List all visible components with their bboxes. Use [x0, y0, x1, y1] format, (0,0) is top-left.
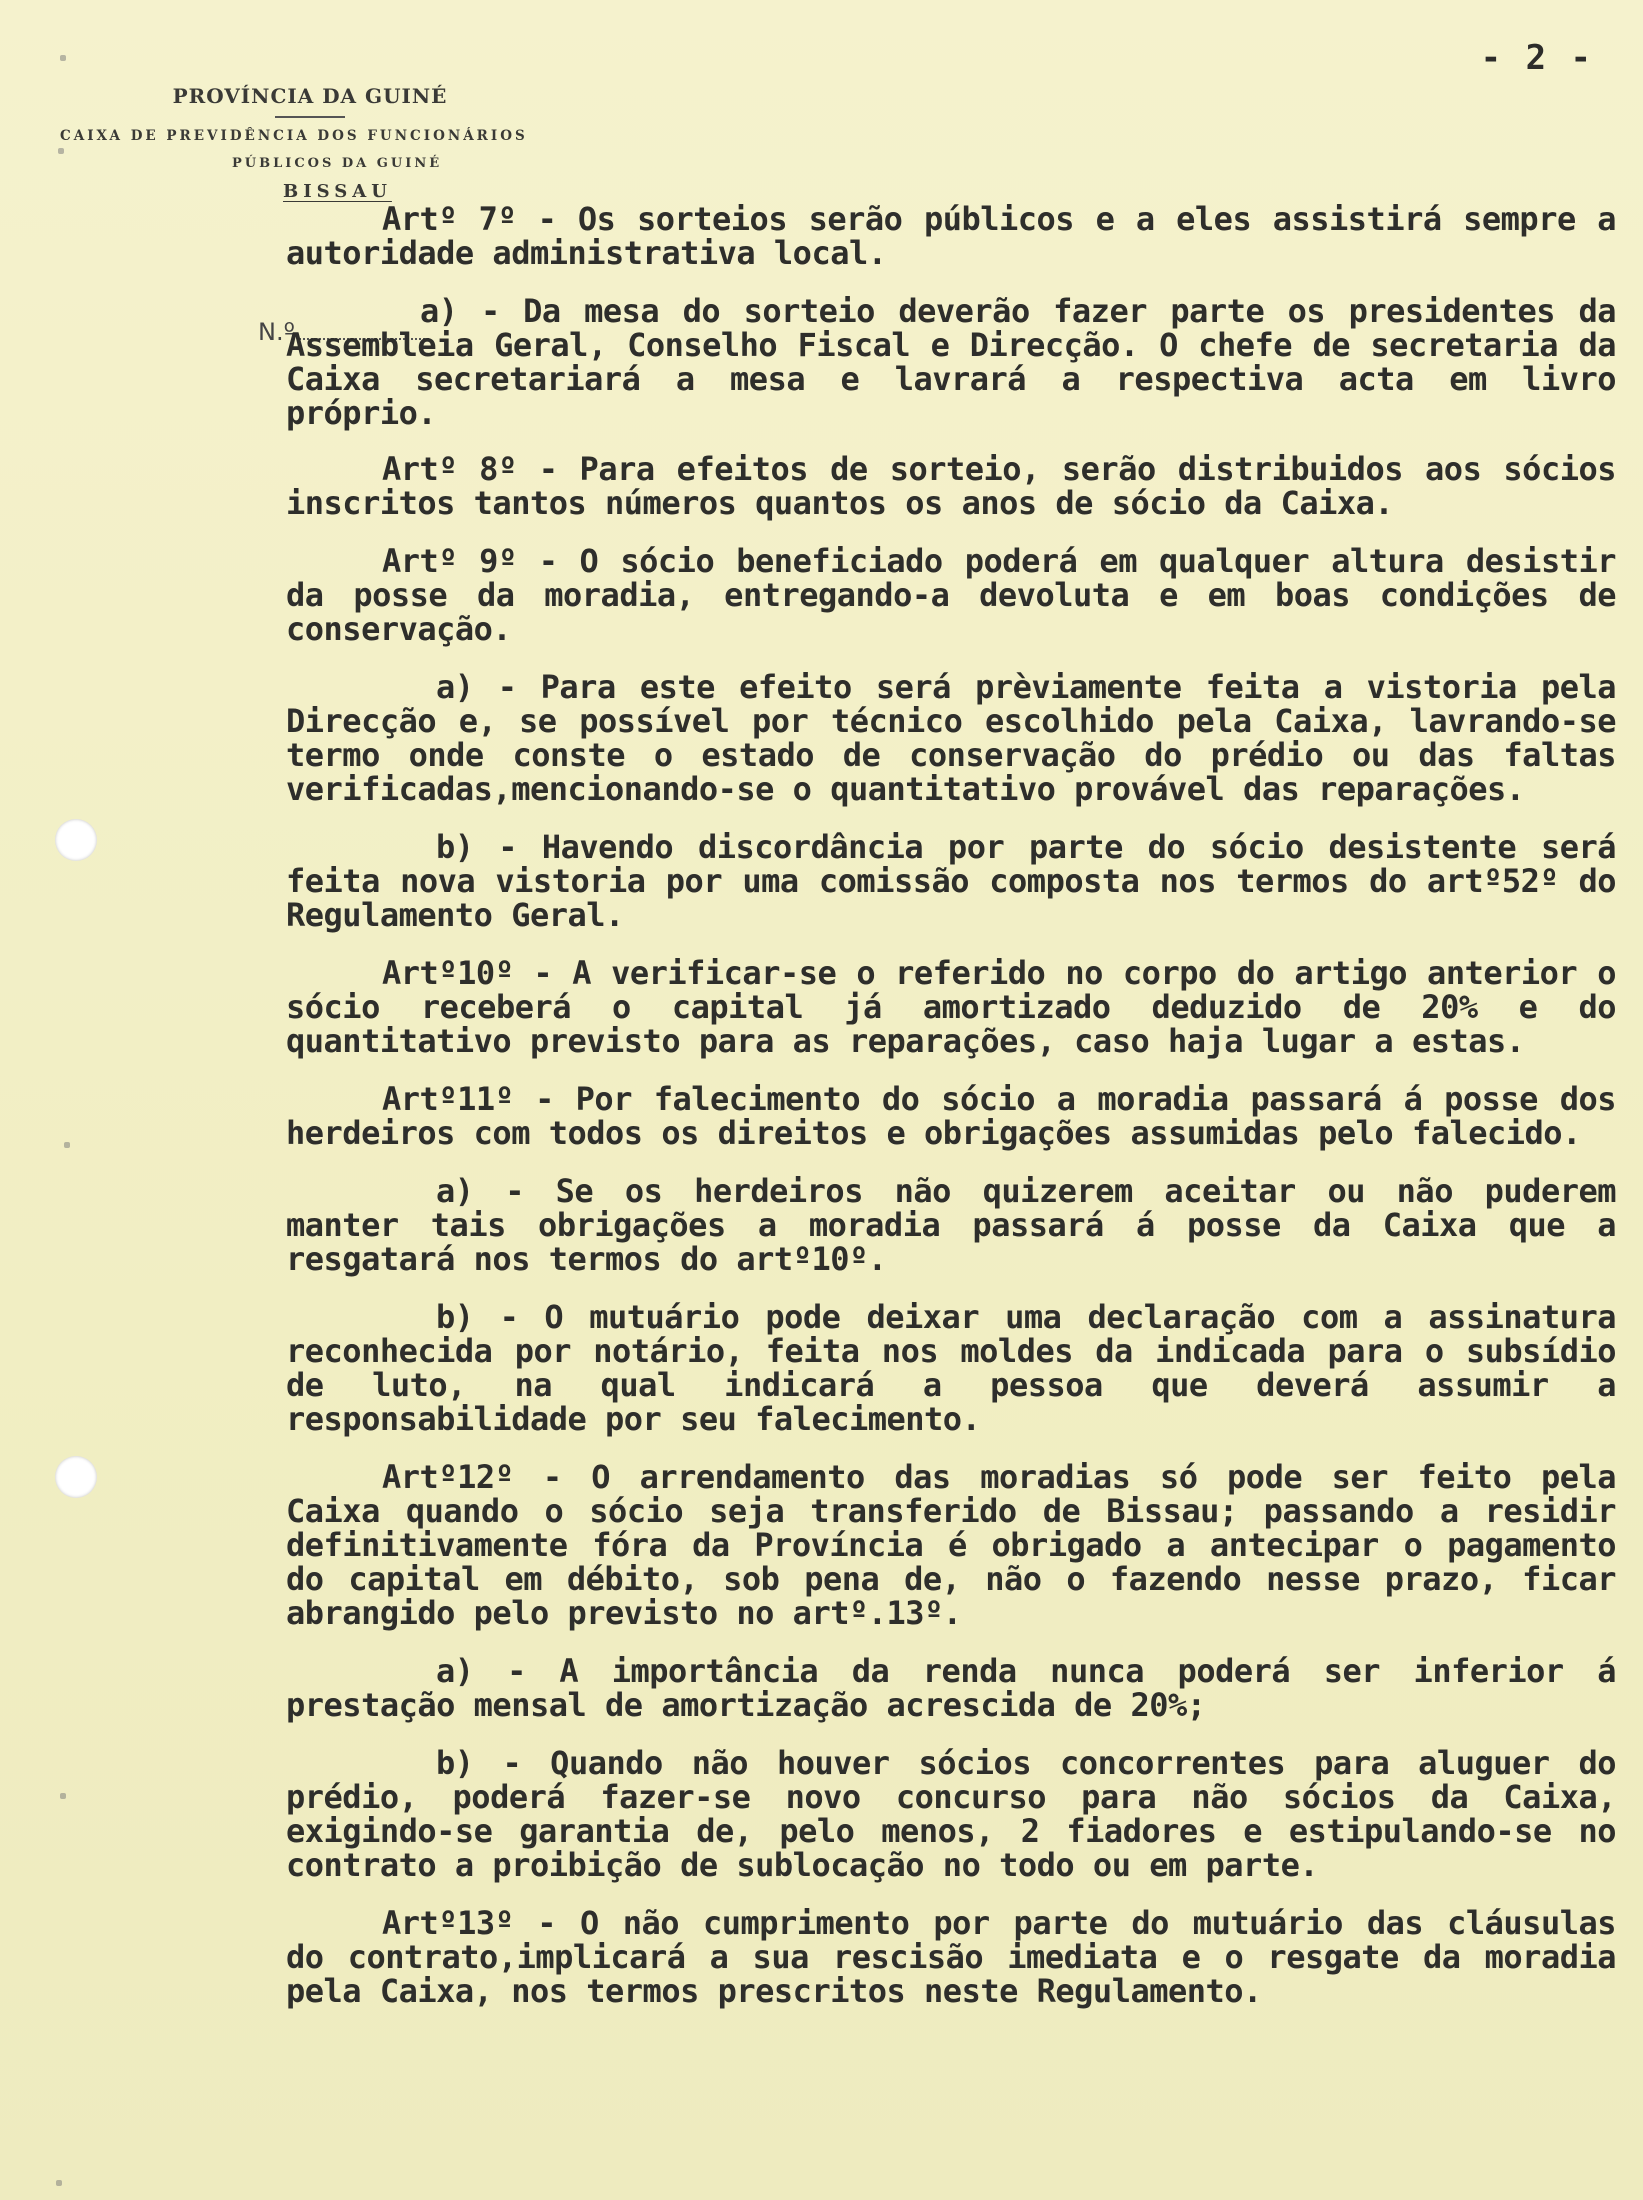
page-number: - 2 - — [1480, 38, 1593, 78]
article-7: Artº 7º - Os sorteios serão públicos e a eles assistirá sempre a autoridade administrativa local. — [286, 200, 1616, 272]
article-12-a: a) - A importância da renda nunca poderá ser inferior á prestação mensal de amortização acrescida de 20%; — [286, 1652, 1616, 1724]
article-9-a: a) - Para este efeito será prèviamente feita a vistoria pela Direcção e, se possível por técnico escolhido pela Caixa, lavrando-se termo onde conste o estado de conservação do prédio ou das faltas verificadas,mencionando-se o quantitativo provável das reparações. — [286, 668, 1616, 808]
article-12-b: b) - Quando não houver sócios concorrentes para aluguer do prédio, poderá fazer-se novo concurso para não sócios da Caixa, exigindo-se garantia de, pelo menos, 2 fiadores e estipulando-se no contrato a proibição de sublocação no todo ou em parte. — [286, 1744, 1616, 1884]
paper-speck — [58, 148, 64, 154]
paper-speck — [60, 1793, 66, 1799]
article-13: Artº13º - O não cumprimento por parte do mutuário das cláusulas do contrato,implicará a sua rescisão imediata e o resgate da moradia pela Caixa, nos termos prescritos neste Regulamento. — [286, 1904, 1616, 2010]
document-number-label: N.º — [258, 318, 295, 346]
article-12: Artº12º - O arrendamento das moradias só pode ser feito pela Caixa quando o sócio seja transferido de Bissau; passando a residir definitivamente fóra da Província é obrigado a antecipar o pagamento do capital em débito, sob pena de, não o fazendo nesse prazo, ficar abrangido pelo previsto no artº.13º. — [286, 1458, 1616, 1632]
paper-speck — [60, 55, 66, 61]
letterhead-publicos: PÚBLICOS DA GUINÉ — [232, 156, 443, 171]
paper-speck — [64, 1142, 70, 1148]
letterhead-province: PROVÍNCIA DA GUINÉ — [172, 84, 448, 108]
article-8: Artº 8º - Para efeitos de sorteio, serão distribuidos aos sócios inscritos tantos números quantos os anos de sócio da Caixa. — [286, 450, 1616, 522]
article-10: Artº10º - A verificar-se o referido no corpo do artigo anterior o sócio receberá o capital já amortizado deduzido de 20% e do quantitativo previsto para as reparações, caso haja lugar a estas. — [286, 954, 1616, 1060]
punch-hole-bottom — [55, 1456, 97, 1498]
article-7-a: a) - Da mesa do sorteio deverão fazer parte os presidentes da Assembleia Geral, Conselho Fiscal e Direcção. O chefe de secretaria da Caixa secretariará a mesa e lavrará a respectiva acta em livro próprio. — [286, 292, 1616, 432]
article-11-a: a) - Se os herdeiros não quizerem aceitar ou não puderem manter tais obrigações a moradia passará á posse da Caixa que a resgatará nos termos do artº10º. — [286, 1172, 1616, 1278]
article-9-b: b) - Havendo discordância por parte do sócio desistente será feita nova vistoria por uma comissão composta nos termos do artº52º do Regulamento Geral. — [286, 828, 1616, 934]
document-body — [286, 202, 1616, 2032]
letterhead-rule — [275, 116, 345, 118]
letterhead — [60, 84, 620, 202]
letterhead-city: BISSAU — [283, 181, 392, 202]
article-11: Artº11º - Por falecimento do sócio a moradia passará á posse dos herdeiros com todos os direitos e obrigações assumidas pelo falecido. — [286, 1080, 1616, 1152]
article-9: Artº 9º - O sócio beneficiado poderá em qualquer altura desistir da posse da moradia, entregando-a devoluta e em boas condições de conservação. — [286, 542, 1616, 648]
punch-hole-top — [55, 819, 97, 861]
letterhead-caixa: CAIXA DE PREVIDÊNCIA DOS FUNCIONÁRIOS — [60, 128, 528, 144]
paper-speck — [56, 2180, 62, 2186]
article-11-b: b) - O mutuário pode deixar uma declaração com a assinatura reconhecida por notário, feita nos moldes da indicada para o subsídio de luto, na qual indicará a pessoa que deverá assumir a responsabilidade por seu falecimento. — [286, 1298, 1616, 1438]
